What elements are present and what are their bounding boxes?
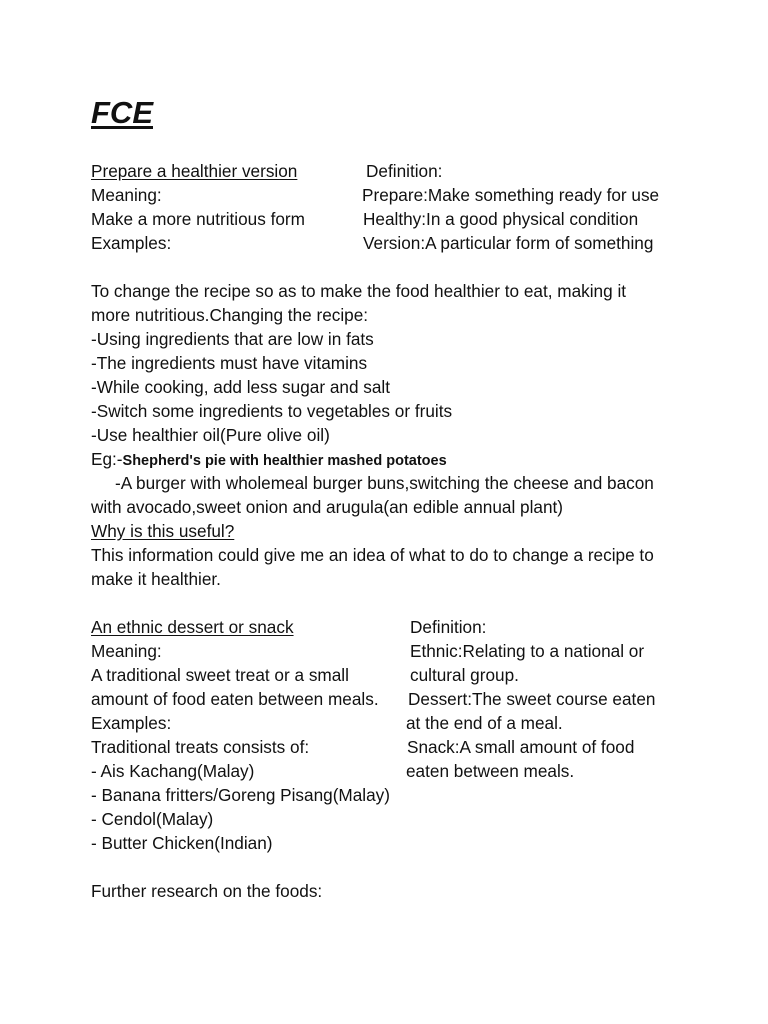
section2-heading: An ethnic dessert or snack [91, 617, 294, 637]
treat-item: - Butter Chicken(Indian) [91, 833, 273, 853]
section2-definition-line: Ethnic:Relating to a national or [410, 641, 645, 661]
page-title: FCE [91, 95, 153, 130]
section2-examples-label: Examples: [91, 713, 172, 733]
body-line: more nutritious.Changing the recipe: [91, 305, 369, 325]
example-line: with avocado,sweet onion and arugula(an edible annual plant) [91, 497, 564, 517]
why-line: This information could give me an idea of what to do to change a recipe to [91, 545, 654, 565]
section2-definition-line: Snack:A small amount of food [407, 737, 635, 757]
section2-definition-line: eaten between meals. [406, 761, 575, 781]
section2-meaning-label: Meaning: [91, 641, 162, 661]
treat-item: - Banana fritters/Goreng Pisang(Malay) [91, 785, 391, 805]
example-line: -A burger with wholemeal burger buns,switching the cheese and bacon [115, 473, 654, 493]
treat-item: - Ais Kachang(Malay) [91, 761, 255, 781]
section2-definition-label: Definition: [410, 617, 487, 637]
section1-definition-prepare: Prepare:Make something ready for use [362, 185, 660, 205]
section1-definition-healthy: Healthy:In a good physical condition [363, 209, 639, 229]
treats-intro: Traditional treats consists of: [91, 737, 310, 757]
example-bold: Shepherd's pie with healthier mashed potatoes [122, 453, 447, 469]
treat-item: - Cendol(Malay) [91, 809, 214, 829]
section1-definition-version: Version:A particular form of something [363, 233, 654, 253]
body-line: -Use healthier oil(Pure olive oil) [91, 425, 330, 445]
section1-meaning-text: Make a more nutritious form [91, 209, 305, 229]
section2-definition-line: cultural group. [410, 665, 519, 685]
body-line: -While cooking, add less sugar and salt [91, 377, 391, 397]
section1-examples-label: Examples: [91, 233, 172, 253]
section2-definition-line: at the end of a meal. [406, 713, 563, 733]
body-line: To change the recipe so as to make the food healthier to eat, making it [91, 281, 627, 301]
why-line: make it healthier. [91, 569, 221, 589]
section2-meaning-line: A traditional sweet treat or a small [91, 665, 349, 685]
why-heading: Why is this useful? [91, 521, 235, 541]
section1-heading: Prepare a healthier version [91, 161, 298, 181]
section1-meaning-label: Meaning: [91, 185, 162, 205]
further-research-line: Further research on the foods: [91, 881, 323, 901]
body-line: -The ingredients must have vitamins [91, 353, 368, 373]
section1-definition-label: Definition: [366, 161, 443, 181]
body-line: -Switch some ingredients to vegetables or fruits [91, 401, 453, 421]
example-prefix: Eg:- [91, 449, 123, 469]
body-line: -Using ingredients that are low in fats [91, 329, 374, 349]
example-line [91, 447, 447, 473]
section2-meaning-line: amount of food eaten between meals. [91, 689, 379, 709]
section2-definition-line: Dessert:The sweet course eaten [408, 689, 656, 709]
